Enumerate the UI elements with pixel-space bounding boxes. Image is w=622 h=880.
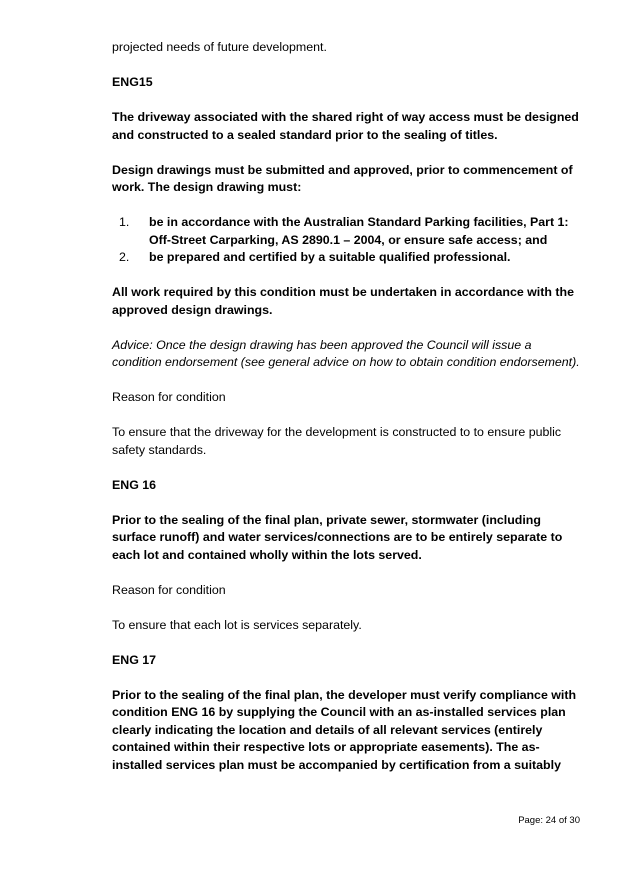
eng15-advice: Advice: Once the design drawing has been approved the Council will issue a condition endorsement (see general advice on how to obtain condition endorsement).	[112, 337, 580, 369]
list-number: 2.	[119, 250, 130, 264]
eng15-requirements-list	[112, 214, 584, 267]
eng15-paragraph-1: The driveway associated with the shared right of way access must be designed and constructed to a sealed standard prior to the sealing of titles.	[112, 110, 579, 142]
eng15-reason-text: To ensure that the driveway for the development is constructed to to ensure public safety standards.	[112, 425, 562, 457]
eng16-reason-text: To ensure that each lot is services separately.	[112, 617, 362, 632]
eng17-heading: ENG 17	[112, 652, 157, 667]
list-number: 1.	[119, 215, 130, 229]
list-item-text: be prepared and certified by a suitable qualified professional.	[149, 250, 511, 264]
list-item-text: be in accordance with the Australian Standard Parking facilities, Part 1: Off-Street Carparking, AS 2890.1 – 2004, or ensure safe access; and	[149, 215, 569, 247]
eng16-heading: ENG 16	[112, 477, 157, 492]
intro-tail-text: projected needs of future development.	[112, 40, 327, 54]
eng15-paragraph-2: Design drawings must be submitted and approved, prior to commencement of work. The design drawing must:	[112, 162, 573, 194]
eng16-paragraph: Prior to the sealing of the final plan, private sewer, stormwater (including surface runoff) and water services/connections are to be entirely separate to each lot and contained wholly within the lots served.	[112, 512, 563, 562]
list-item	[112, 249, 584, 267]
eng15-reason-label: Reason for condition	[112, 390, 226, 404]
eng15-heading: ENG15	[112, 75, 153, 89]
eng16-reason-label: Reason for condition	[112, 582, 226, 597]
page-number: Page: 24 of 30	[518, 815, 580, 826]
eng15-paragraph-3: All work required by this condition must be undertaken in accordance with the approved design drawings.	[112, 285, 574, 317]
list-item	[112, 214, 584, 249]
eng17-paragraph: Prior to the sealing of the final plan, the developer must verify compliance with condition ENG 16 by supplying the Council with an as-installed services plan clearly indicating the location and details of all relevant services (entirely contained within their respective lots or appropriate easements). The as-installed services plan must be accompanied by certification from a suitably	[112, 687, 577, 772]
document-body	[112, 39, 584, 792]
